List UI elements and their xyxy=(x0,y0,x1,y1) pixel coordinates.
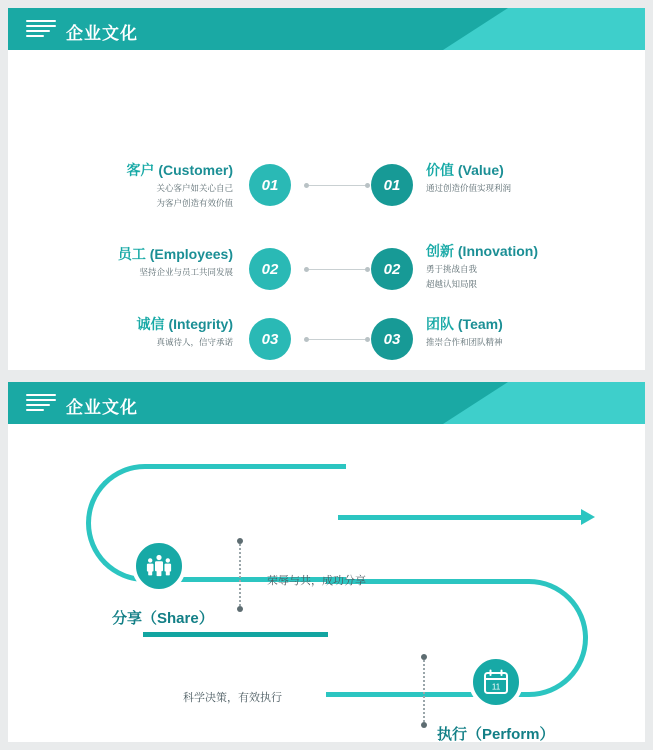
share-dotted-line xyxy=(239,544,241,606)
share-dot-bottom xyxy=(237,606,243,612)
label-value-en: (Value) xyxy=(457,162,504,178)
connector-row-3 xyxy=(306,339,368,340)
perform-dotted-line xyxy=(423,660,425,722)
node-integrity: 03 xyxy=(249,318,291,360)
desc-customer-1: 关心客户如关心自己 xyxy=(156,183,233,193)
label-team-cn: 团队 xyxy=(426,316,454,332)
text-team xyxy=(426,315,636,348)
stripes-icon-2 xyxy=(26,394,56,412)
slide-1-title: 企业文化 xyxy=(66,24,138,43)
perform-label: 执行（Perform） xyxy=(437,726,555,742)
node-customer: 01 xyxy=(249,164,291,206)
desc-innovation-1: 勇于挑战自我 xyxy=(426,264,478,274)
text-customer xyxy=(38,161,233,209)
desc-integrity-1: 真诚待人，信守承诺 xyxy=(156,337,233,347)
calendar-day-number: 11 xyxy=(491,682,501,692)
label-integrity-cn: 诚信 xyxy=(136,316,165,332)
desc-employees-1: 坚持企业与员工共同发展 xyxy=(139,267,233,277)
stripes-icon xyxy=(26,20,56,38)
slide-1-header xyxy=(8,8,645,50)
node-innovation: 02 xyxy=(371,248,413,290)
slide-1-body xyxy=(8,50,645,370)
label-innovation-cn: 创新 xyxy=(426,243,454,259)
label-customer-en: (Customer) xyxy=(158,162,233,178)
desc-customer-2: 为客户创造有效价值 xyxy=(156,198,233,208)
label-employees-en: (Employees) xyxy=(149,246,233,262)
slide-2-body xyxy=(8,424,645,742)
connector-row-2 xyxy=(306,269,368,270)
label-value-cn: 价值 xyxy=(426,162,454,178)
perform-dot-bottom xyxy=(421,722,427,728)
share-note: 荣辱与共，成功分享 xyxy=(267,575,366,587)
people-icon xyxy=(145,552,173,580)
loop-upper-shape xyxy=(86,464,346,582)
text-integrity xyxy=(38,315,233,348)
text-innovation xyxy=(426,242,636,290)
node-team: 03 xyxy=(371,318,413,360)
slide-2 xyxy=(8,382,645,742)
middle-bar-dark-segment xyxy=(143,632,328,637)
share-icon-circle xyxy=(132,539,186,593)
desc-team-1: 推崇合作和团队精神 xyxy=(426,337,503,347)
arrow-top-line xyxy=(338,515,583,520)
label-integrity-en: (Integrity) xyxy=(168,316,233,332)
label-customer-cn: 客户 xyxy=(126,162,155,178)
slide-2-header xyxy=(8,382,645,424)
connector-row-1 xyxy=(306,185,368,186)
node-employees: 02 xyxy=(249,248,291,290)
perform-note: 科学决策，有效执行 xyxy=(183,692,282,704)
label-innovation-en: (Innovation) xyxy=(457,243,538,259)
slide-1 xyxy=(8,8,645,370)
loop-lower-shape xyxy=(326,579,588,697)
text-value xyxy=(426,161,636,194)
share-label: 分享（Share） xyxy=(112,610,214,627)
label-team-en: (Team) xyxy=(457,316,503,332)
text-employees xyxy=(38,245,233,278)
desc-innovation-2: 超越认知局限 xyxy=(426,279,478,289)
label-employees-cn: 员工 xyxy=(117,246,146,262)
node-value: 01 xyxy=(371,164,413,206)
perform-icon-circle xyxy=(469,655,523,709)
calendar-icon xyxy=(482,668,510,696)
desc-value-1: 通过创造价值实现利润 xyxy=(426,183,512,193)
slide-2-title: 企业文化 xyxy=(66,398,138,417)
arrow-top-head-icon xyxy=(581,509,595,525)
